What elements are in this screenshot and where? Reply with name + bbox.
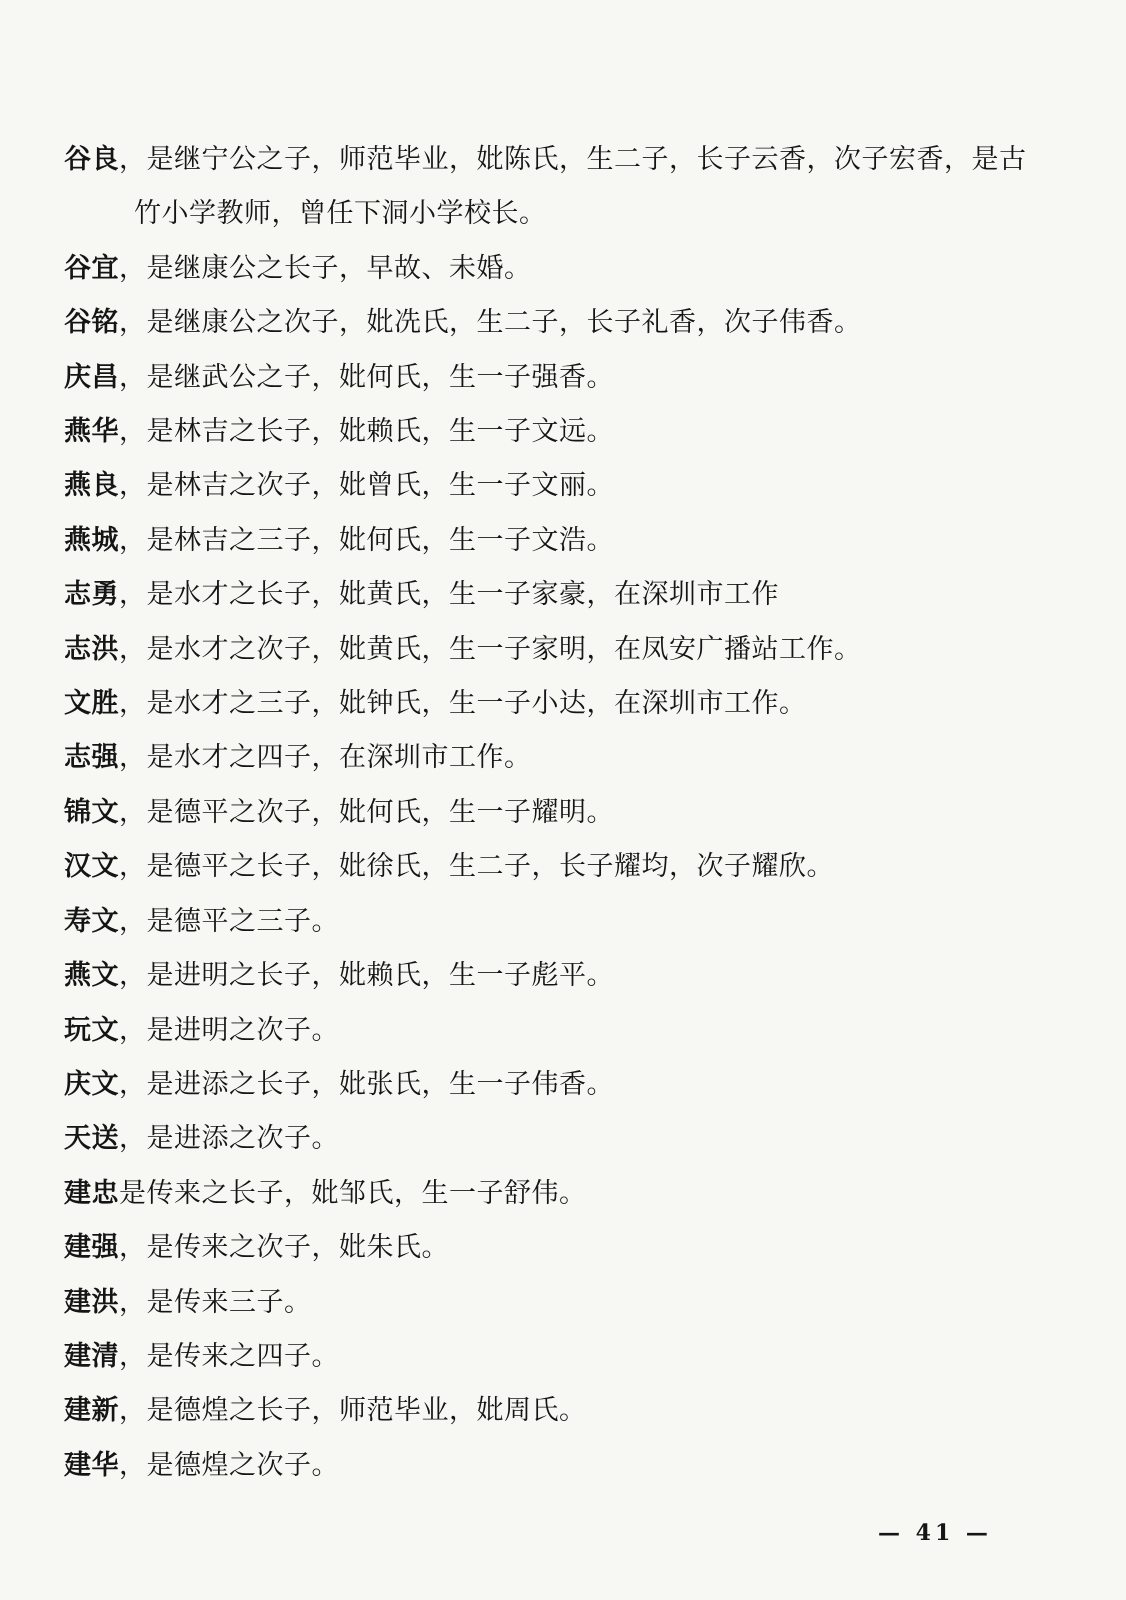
entry-description: ，是传来三子。	[119, 1286, 312, 1318]
entry-description: ，是继康公之长子，早故、未婚。	[119, 252, 532, 284]
genealogy-entry	[64, 895, 1064, 949]
entry-person-name: 锦文	[64, 796, 119, 828]
entry-description: ，是德平之长子，妣徐氏，生二子，长子耀均，次子耀欣。	[119, 851, 834, 883]
genealogy-entries	[64, 133, 1064, 1493]
genealogy-entry	[64, 677, 1064, 731]
entry-person-name: 玩文	[64, 1014, 119, 1046]
entry-description: ，是水才之三子，妣钟氏，生一子小达，在深圳市工作。	[119, 688, 807, 720]
entry-person-name: 天送	[64, 1123, 119, 1155]
entry-person-name: 建忠	[64, 1177, 119, 1209]
genealogy-entry	[64, 1439, 1064, 1493]
entry-description: ，是水才之长子，妣黄氏，生一子家豪，在深圳市工作	[119, 579, 779, 611]
entry-description: ，是传来之四子。	[119, 1340, 339, 1372]
genealogy-entry	[64, 623, 1064, 677]
entry-person-name: 谷铭	[64, 307, 119, 339]
genealogy-entry	[64, 1276, 1064, 1330]
entry-description: ，是德平之次子，妣何氏，生一子耀明。	[119, 796, 614, 828]
entry-person-name: 志勇	[64, 579, 119, 611]
genealogy-entry	[64, 840, 1064, 894]
entry-person-name: 建强	[64, 1232, 119, 1264]
genealogy-entry	[64, 296, 1064, 350]
entry-person-name: 燕华	[64, 416, 119, 448]
entry-description: ，是德平之三子。	[119, 905, 339, 937]
entry-person-name: 志强	[64, 742, 119, 774]
genealogy-entry	[64, 351, 1064, 405]
entry-description: ，是水才之次子，妣黄氏，生一子家明，在凤安广播站工作。	[119, 633, 862, 665]
entry-person-name: 志洪	[64, 633, 119, 665]
entry-person-name: 建洪	[64, 1286, 119, 1318]
genealogy-entry	[64, 1112, 1064, 1166]
entry-person-name: 燕文	[64, 960, 119, 992]
genealogy-entry	[64, 1221, 1064, 1275]
entry-description: ，是继康公之次子，妣冼氏，生二子，长子礼香，次子伟香。	[119, 307, 862, 339]
entry-person-name: 庆文	[64, 1068, 119, 1100]
entry-person-name: 文胜	[64, 688, 119, 720]
entry-description: ，是林吉之次子，妣曾氏，生一子文丽。	[119, 470, 614, 502]
genealogy-entry	[64, 731, 1064, 785]
genealogy-entry	[64, 459, 1064, 513]
entry-description: ，是林吉之长子，妣赖氏，生一子文远。	[119, 416, 614, 448]
entry-description: ，是进明之长子，妣赖氏，生一子彪平。	[119, 960, 614, 992]
entry-continuation-line	[64, 187, 1064, 241]
entry-description: ，是进明之次子。	[119, 1014, 339, 1046]
genealogy-entry	[64, 1058, 1064, 1112]
entry-person-name: 谷宜	[64, 252, 119, 284]
entry-description: ，是继宁公之子，师范毕业，妣陈氏，生二子，长子云香，次子宏香，是古	[119, 144, 1027, 175]
entry-person-name: 建清	[64, 1340, 119, 1372]
genealogy-entry	[64, 1330, 1064, 1384]
genealogy-entry	[64, 949, 1064, 1003]
genealogy-entry	[64, 133, 1064, 187]
entry-person-name: 谷良	[64, 144, 119, 175]
entry-description: ，是德煌之长子，师范毕业，妣周氏。	[119, 1395, 587, 1427]
genealogy-entry	[64, 568, 1064, 622]
genealogy-entry	[64, 242, 1064, 296]
entry-description: ，是德煌之次子。	[119, 1449, 339, 1481]
entry-description: 竹小学教师，曾任下洞小学校长。	[134, 198, 547, 230]
genealogy-entry	[64, 405, 1064, 459]
entry-person-name: 寿文	[64, 905, 119, 937]
entry-person-name: 建新	[64, 1395, 119, 1427]
entry-person-name: 燕城	[64, 524, 119, 556]
entry-description: ，是水才之四子，在深圳市工作。	[119, 742, 532, 774]
entry-description: ，是传来之次子，妣朱氏。	[119, 1232, 449, 1264]
genealogy-entry	[64, 1384, 1064, 1438]
page-number: — 41 —	[878, 1520, 992, 1546]
genealogy-entry	[64, 514, 1064, 568]
entry-description: ，是进添之次子。	[119, 1123, 339, 1155]
entry-person-name: 庆昌	[64, 361, 119, 393]
entry-person-name: 建华	[64, 1449, 119, 1481]
entry-description: ，是进添之长子，妣张氏，生一子伟香。	[119, 1068, 614, 1100]
genealogy-entry	[64, 1004, 1064, 1058]
genealogy-entry	[64, 786, 1064, 840]
entry-description: ，是继武公之子，妣何氏，生一子强香。	[119, 361, 614, 393]
entry-description: ，是林吉之三子，妣何氏，生一子文浩。	[119, 524, 614, 556]
entry-description: 是传来之长子，妣邹氏，生一子舒伟。	[119, 1177, 587, 1209]
genealogy-entry	[64, 1167, 1064, 1221]
entry-person-name: 燕良	[64, 470, 119, 502]
entry-person-name: 汉文	[64, 851, 119, 883]
